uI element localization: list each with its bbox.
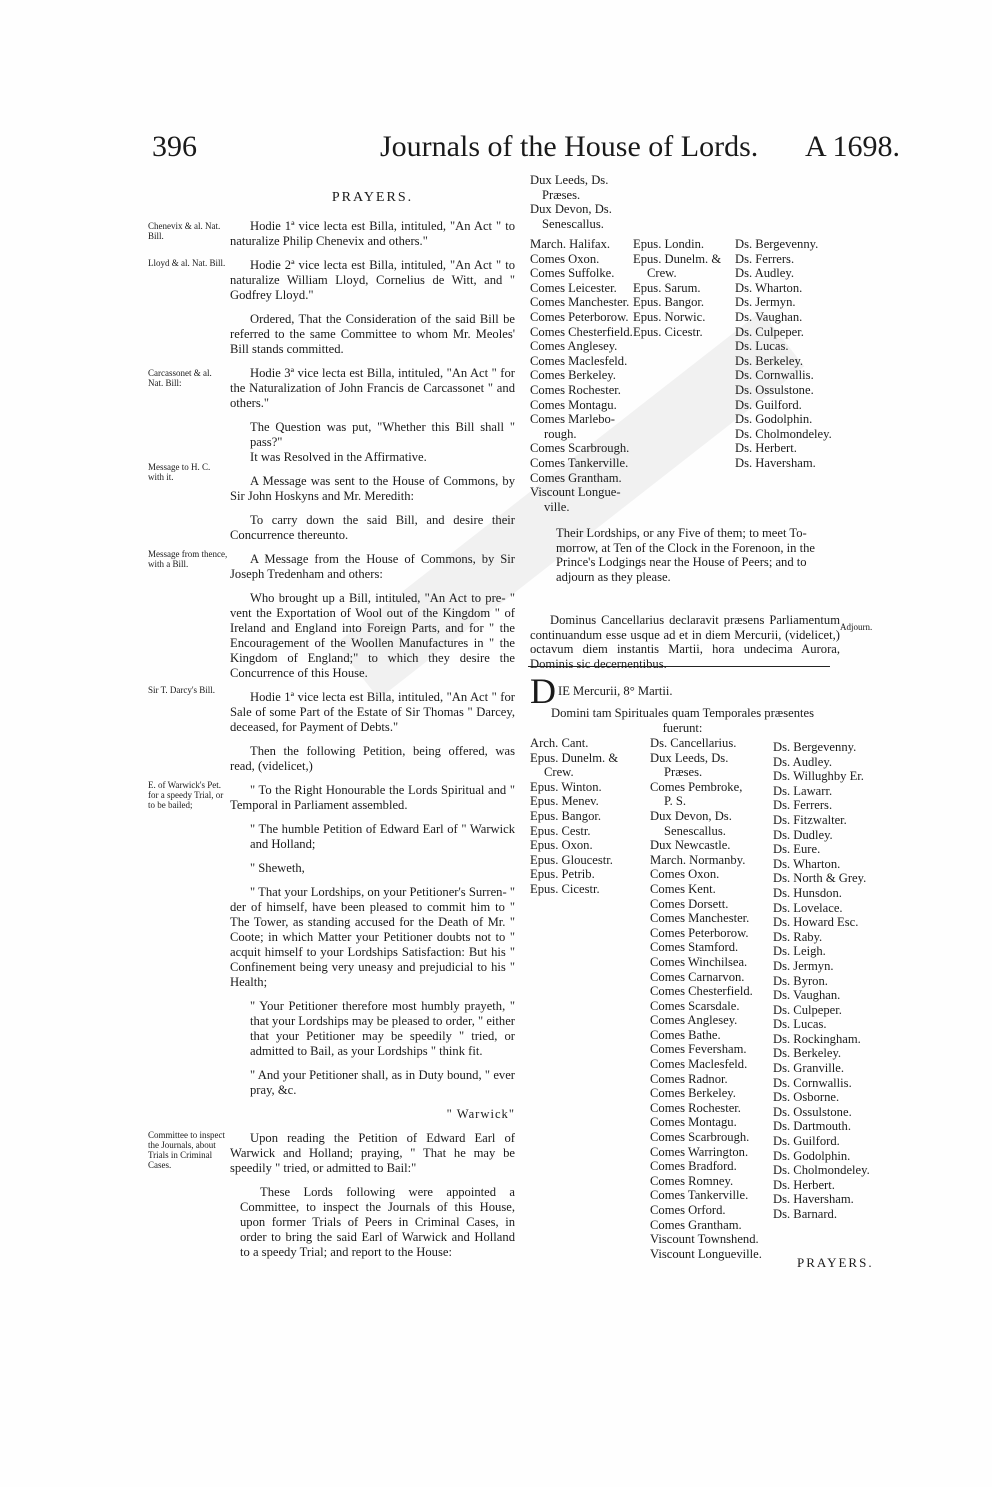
list-item: Ds. Hunsdon. bbox=[773, 885, 842, 900]
list-item: Ds. Herbert. bbox=[773, 1177, 835, 1192]
list-item: Comes Oxon. bbox=[650, 867, 720, 882]
paragraph: " And your Petitioner shall, as in Duty bound, " ever pray, &c. bbox=[250, 1068, 515, 1097]
paragraph: The Question was put, "Whether this Bill shall " pass?" bbox=[250, 420, 515, 449]
paragraph: To carry down the said Bill, and desire their Concurrence thereunto. bbox=[230, 513, 515, 542]
list-item: Epus. Londin. bbox=[633, 237, 705, 251]
present-col-2 bbox=[650, 736, 762, 1261]
list-item: Ds. Ossulstone. bbox=[773, 1104, 852, 1119]
year-label: A 1698. bbox=[805, 130, 901, 163]
section-divider bbox=[528, 666, 830, 667]
list-item: Dux Leeds, Ds. bbox=[650, 750, 729, 765]
margin-note-carcassonet: Carcassonet & al. Nat. Bill: bbox=[148, 368, 212, 388]
paragraph: Hodie 3ª vice lecta est Billa, intituled, "An Act " for the Naturalization of John Francis de Carcassonet " and others." bbox=[230, 366, 515, 410]
committee-col-3 bbox=[735, 237, 832, 471]
paragraph: Hodie 1ª vice lecta est Billa, intituled, "An Act " for Sale of some Part of the Estate of Sir Thomas " Darcey, deceased, for Payment of Debts." bbox=[230, 690, 515, 734]
list-item: Comes Tankerville. bbox=[530, 455, 629, 470]
list-item: Ds. Dudley. bbox=[773, 827, 833, 842]
list-item: Dux Newcastle. bbox=[650, 838, 731, 853]
journal-title: Journals of the House of Lords. bbox=[380, 130, 759, 163]
list-item: Comes Anglesey. bbox=[530, 339, 618, 354]
list-item: Epus. Bangor. bbox=[633, 295, 705, 310]
list-item: Ds. Vaughan. bbox=[773, 988, 841, 1003]
list-item: Ds. Lucas. bbox=[773, 1017, 827, 1032]
list-item: Comes Tankerville. bbox=[650, 1188, 749, 1203]
list-item: Ds. Godolphin. bbox=[773, 1148, 851, 1163]
list-item: Epus. Norwic. bbox=[633, 309, 706, 324]
list-item: Comes Montagu. bbox=[650, 1115, 737, 1130]
list-item: Ds. Lovelace. bbox=[773, 900, 843, 915]
list-item: Epus. Dunelm. & bbox=[530, 750, 619, 765]
list-item: Ds. Granville. bbox=[773, 1061, 844, 1076]
list-item: Dux Devon, Ds. bbox=[650, 808, 732, 823]
list-item: Ds. Vaughan. bbox=[735, 309, 803, 324]
margin-note-message-to-commons: Message to H. C. with it. bbox=[148, 462, 211, 482]
list-item: Ds. Barnard. bbox=[773, 1207, 838, 1221]
list-item: Comes Pembroke, bbox=[650, 779, 743, 794]
list-item: Comes Feversham. bbox=[650, 1042, 747, 1057]
list-item: Comes Radnor. bbox=[650, 1071, 728, 1086]
margin-note-warwick-petition: E. of Warwick's Pet. for a speedy Trial, or to be bailed; bbox=[148, 780, 224, 810]
list-item: Ds. Cancellarius. bbox=[650, 736, 737, 750]
list-item: Comes Chesterfield. bbox=[530, 324, 633, 339]
list-item: Comes Orford. bbox=[650, 1203, 726, 1217]
list-item: Dux Devon, Ds. bbox=[530, 202, 612, 217]
list-item: Comes Peterborow. bbox=[650, 925, 749, 940]
paragraph: A Message was sent to the House of Commons, by Sir John Hoskyns and Mr. Meredith: bbox=[230, 474, 515, 503]
list-item: Comes Romney. bbox=[650, 1173, 734, 1188]
list-item: Epus. Petrib. bbox=[530, 867, 595, 882]
list-item: Ds. Wharton. bbox=[773, 856, 841, 871]
list-item: Senescallus. bbox=[542, 216, 604, 231]
list-item: Comes Chesterfield. bbox=[650, 984, 753, 999]
list-item: Comes Bradford. bbox=[650, 1159, 737, 1174]
list-item: Epus. Bangor. bbox=[530, 808, 602, 823]
list-item: Ds. Bergevenny. bbox=[773, 740, 857, 754]
paragraph: " That your Lordships, on your Petitioner's Surren- " der of himself, have been pleased to commit him to " The Tower, as standing accused for the Death of Mr. " Coote; in which Matter your Petitioner doubts not to " acquit himself to your Lordships Satisfaction: But his " Confinement being very uneasy and prejudicial to his " Health; bbox=[230, 885, 515, 989]
list-item: Comes Berkeley. bbox=[650, 1086, 736, 1101]
committee-col-2 bbox=[633, 237, 721, 339]
list-item: Ds. Cornwallis. bbox=[735, 368, 814, 383]
list-item: Viscount Longue- bbox=[530, 485, 621, 500]
list-item: Ds. Guilford. bbox=[773, 1134, 840, 1149]
present-heading: Domini tam Spirituales quam Temporales præsentes fuerunt: bbox=[551, 706, 814, 735]
list-item: Ds. North & Grey. bbox=[773, 871, 867, 886]
list-item: Ds. Culpeper. bbox=[773, 1002, 842, 1017]
paragraph: Then the following Petition, being offered, was read, (videlicet,) bbox=[230, 744, 515, 773]
list-item: Comes Dorsett. bbox=[650, 896, 729, 911]
paragraph: " To the Right Honourable the Lords Spiritual and " Temporal in Parliament assembled. bbox=[230, 783, 515, 812]
list-item: Ds. Willughby Er. bbox=[773, 769, 864, 784]
list-item: Ds. Herbert. bbox=[735, 441, 797, 456]
margin-note-adjourn: Adjourn. bbox=[840, 622, 873, 632]
list-item: Comes Montagu. bbox=[530, 397, 617, 412]
paragraph: Hodie 1ª vice lecta est Billa, intituled, "An Act " to naturalize Philip Chenevix and others." bbox=[230, 219, 515, 248]
list-item: Comes Berkeley. bbox=[530, 368, 616, 383]
list-item: Ds. Leigh. bbox=[773, 944, 826, 959]
list-item: Comes Suffolke. bbox=[530, 266, 615, 281]
list-item: Ds. Rockingham. bbox=[773, 1031, 861, 1046]
day-heading-text: IE Mercurii, 8° Martii. bbox=[558, 684, 673, 698]
margin-note-darcy: Sir T. Darcy's Bill. bbox=[148, 685, 216, 695]
list-item: Comes Carnarvon. bbox=[650, 969, 745, 984]
margin-note-chenevix: Chenevix & al. Nat. Bill. bbox=[148, 221, 221, 241]
list-item: Senescallus. bbox=[664, 823, 726, 838]
list-item: Viscount Longueville. bbox=[650, 1246, 762, 1261]
list-item: Ds. Dartmouth. bbox=[773, 1119, 852, 1134]
list-item: Crew. bbox=[544, 765, 574, 780]
list-item: Comes Grantham. bbox=[650, 1217, 742, 1232]
paragraph: Who brought up a Bill, intituled, "An Act to pre- " vent the Exportation of Wool out of the Kingdom " of Ireland and England into Foreign Parts, and for " the Encouragement of the Woollen Manufactures in " the Kingdom of England;" to which they desire the Concurrence of this House. bbox=[230, 591, 515, 680]
page-number: 396 bbox=[152, 130, 197, 163]
list-item: Ds. Audley. bbox=[735, 266, 795, 281]
paragraph: These Lords following were appointed a Committee, to inspect the Journals of this House, upon former Trials of Peers in Criminal Cases, in order to bring the said Earl of Warwick and Holland to a speedy Trial; and report to the House: bbox=[240, 1185, 515, 1259]
margin-note-committee: Committee to inspect the Journals, about Trials in Criminal Cases. bbox=[148, 1130, 225, 1170]
paragraph: " The humble Petition of Edward Earl of " Warwick and Holland; bbox=[250, 822, 515, 851]
list-item: Epus. Sarum. bbox=[633, 280, 701, 295]
list-item: Ds. Godolphin. bbox=[735, 412, 813, 427]
list-item: Ds. Raby. bbox=[773, 929, 823, 944]
list-item: March. Normanby. bbox=[650, 852, 746, 867]
list-item: Præses. bbox=[542, 187, 581, 202]
list-item: Comes Grantham. bbox=[530, 470, 622, 485]
list-item: Comes Scarbrough. bbox=[650, 1130, 750, 1145]
catchword: PRAYERS. bbox=[797, 1255, 874, 1270]
list-item: Ds. Cholmondeley. bbox=[773, 1163, 870, 1178]
list-item: Comes Scarsdale. bbox=[650, 998, 740, 1013]
paragraph: Ordered, That the Consideration of the said Bill be referred to the same Committee to whom Mr. Meoles' Bill stands committed. bbox=[230, 312, 515, 356]
list-item: Ds. Audley. bbox=[773, 754, 833, 769]
list-item: Ds. Lucas. bbox=[735, 339, 789, 354]
list-item: Comes Rochester. bbox=[530, 382, 621, 397]
paragraph: It was Resolved in the Affirmative. bbox=[250, 450, 427, 464]
drop-cap: D bbox=[530, 671, 556, 711]
committee-col-1 bbox=[530, 237, 633, 514]
list-item: Comes Winchilsea. bbox=[650, 954, 748, 969]
list-item: Ds. Ferrers. bbox=[773, 798, 833, 813]
list-item: Comes Bathe. bbox=[650, 1027, 721, 1042]
list-item: Comes Peterborow. bbox=[530, 309, 629, 324]
list-item: Ds. Ferrers. bbox=[735, 251, 795, 266]
list-item: Comes Maclesfeld. bbox=[650, 1057, 748, 1072]
list-item: Epus. Oxon. bbox=[530, 838, 593, 853]
meet-text: Their Lordships, or any Five of them; to meet To-morrow, at Ten of the Clock in the Forenoon, in the Prince's Lodgings near the House of Peers; and to adjourn as they please. bbox=[556, 526, 815, 584]
list-item: rough. bbox=[544, 426, 577, 441]
list-item: Epus. Menev. bbox=[530, 794, 599, 809]
list-item: Ds. Byron. bbox=[773, 973, 828, 988]
list-item: Ds. Fitzwalter. bbox=[773, 812, 847, 827]
list-item: Epus. Gloucestr. bbox=[530, 852, 613, 867]
paragraph: A Message from the House of Commons, by Sir Joseph Tredenham and others: bbox=[230, 552, 515, 581]
list-item: Comes Rochester. bbox=[650, 1100, 741, 1115]
list-item: Ds. Cornwallis. bbox=[773, 1075, 852, 1090]
list-item: Crew. bbox=[647, 266, 677, 281]
prayers-heading: PRAYERS. bbox=[331, 190, 414, 205]
list-item: Ds. Culpeper. bbox=[735, 324, 804, 339]
list-item: Ds. Ossulstone. bbox=[735, 382, 814, 397]
list-item: Comes Marlebo- bbox=[530, 412, 615, 427]
list-item: Epus. Dunelm. & bbox=[633, 251, 722, 266]
list-item: Comes Manchester. bbox=[530, 295, 630, 310]
list-item: Comes Anglesey. bbox=[650, 1013, 738, 1028]
paragraph: " Sheweth, bbox=[250, 861, 305, 875]
list-item: Præses. bbox=[664, 765, 703, 780]
list-item: Comes Warrington. bbox=[650, 1144, 749, 1159]
margin-note-message-from-commons: Message from thence, with a Bill. bbox=[148, 549, 228, 569]
list-item: Epus. Winton. bbox=[530, 779, 602, 794]
list-item: Epus. Cicestr. bbox=[530, 881, 600, 896]
list-item: Ds. Berkeley. bbox=[773, 1046, 842, 1061]
list-item: Ds. Haversham. bbox=[735, 455, 816, 470]
paragraph: Upon reading the Petition of Edward Earl of Warwick and Holland; praying, " That he may be speedily " tried, or admitted to Bail:" bbox=[230, 1131, 515, 1175]
list-item: Ds. Cholmondeley. bbox=[735, 426, 832, 441]
paragraph: Hodie 2ª vice lecta est Billa, intituled, "An Act " to naturalize William Lloyd, Cornelius de Witt, and " Godfrey Lloyd." bbox=[230, 258, 515, 302]
list-item: March. Halifax. bbox=[530, 237, 611, 251]
list-item: Ds. Haversham. bbox=[773, 1192, 854, 1207]
margin-note-lloyd: Lloyd & al. Nat. Bill. bbox=[148, 258, 226, 268]
list-item: Ds. Eure. bbox=[773, 842, 821, 857]
list-item: Comes Kent. bbox=[650, 881, 716, 896]
left-column bbox=[230, 190, 515, 1269]
paragraph: " Your Petitioner therefore most humbly prayeth, " that your Lordships may be pleased to order, " either that your Petitioner may be speedily " tried, or admitted to Bail, as your Lordships " think fit. bbox=[250, 999, 515, 1058]
adjourn-text: Dominus Cancellarius declaravit præsens Parliamentum continuandum esse usque ad et in diem Mercurii, (videlicet,) octavum diem instantis Martii, hora undecima Aurora, Dominis sic decernentibus. bbox=[530, 613, 840, 671]
list-item: Ds. Bergevenny. bbox=[735, 237, 819, 251]
list-item: Ds. Howard Esc. bbox=[773, 915, 859, 930]
list-item: Comes Maclesfeld. bbox=[530, 353, 628, 368]
list-item: Arch. Cant. bbox=[530, 736, 589, 750]
signature: " Warwick" bbox=[446, 1107, 515, 1121]
list-item: P. S. bbox=[664, 794, 687, 809]
list-item: Comes Oxon. bbox=[530, 251, 600, 266]
list-item: Ds. Osborne. bbox=[773, 1090, 840, 1105]
list-item: Ds. Wharton. bbox=[735, 280, 803, 295]
top-lines bbox=[530, 173, 612, 231]
list-item: Comes Manchester. bbox=[650, 911, 750, 926]
list-item: ville. bbox=[544, 499, 570, 514]
present-col-3 bbox=[773, 740, 870, 1222]
list-item: Ds. Lawarr. bbox=[773, 783, 833, 798]
list-item: Dux Leeds, Ds. bbox=[530, 173, 609, 187]
list-item: Epus. Cestr. bbox=[530, 823, 591, 838]
list-item: Ds. Jermyn. bbox=[735, 295, 796, 310]
day-heading bbox=[530, 671, 830, 711]
list-item: Comes Stamford. bbox=[650, 940, 739, 955]
list-item: Ds. Guilford. bbox=[735, 397, 802, 412]
list-item: Viscount Townshend. bbox=[650, 1232, 759, 1247]
list-item: Comes Scarbrough. bbox=[530, 441, 630, 456]
list-item: Ds. Berkeley. bbox=[735, 353, 804, 368]
list-item: Epus. Cicestr. bbox=[633, 324, 703, 339]
list-item: Comes Leicester. bbox=[530, 280, 617, 295]
list-item: Ds. Jermyn. bbox=[773, 958, 834, 973]
present-col-1 bbox=[530, 736, 618, 897]
